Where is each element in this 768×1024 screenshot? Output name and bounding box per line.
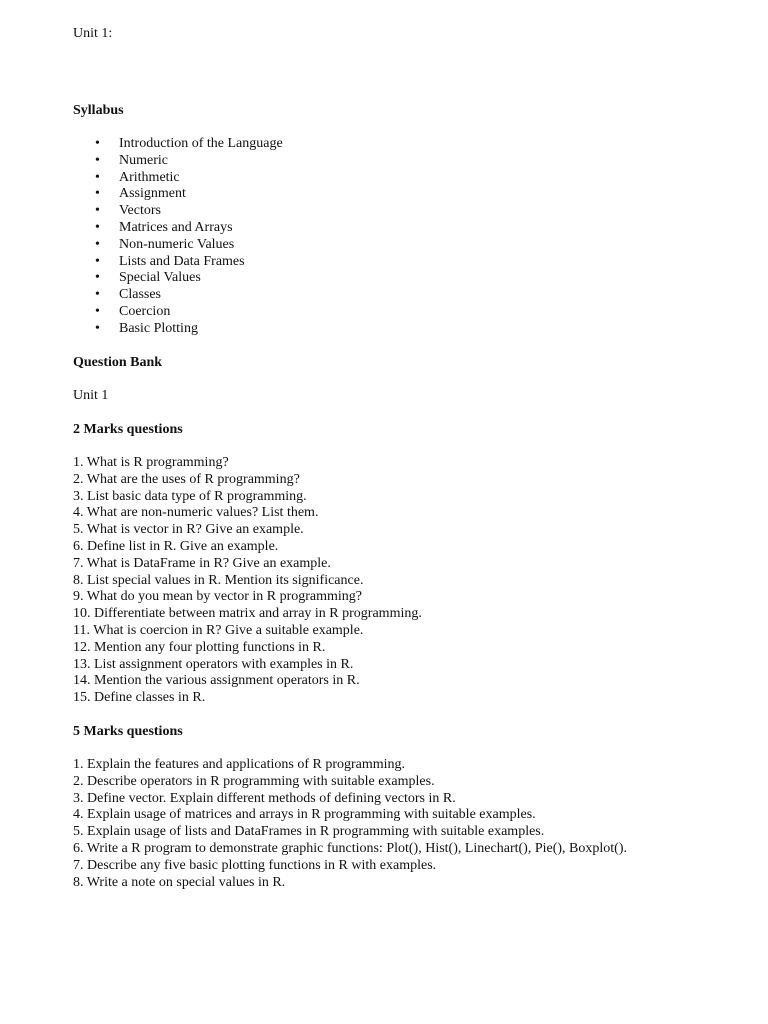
- question-item: 5. Explain usage of lists and DataFrames in R programming with suitable examples.: [73, 824, 545, 840]
- question-item: 7. Describe any five basic plotting functions in R with examples.: [73, 857, 437, 873]
- syllabus-item: • Basic Plotting: [95, 320, 198, 336]
- syllabus-item: • Coercion: [95, 303, 171, 319]
- question-item: 15. Define classes in R.: [73, 690, 206, 706]
- question-item: 6. Write a R program to demonstrate graphic functions: Plot(), Hist(), Linechart(), Pie(), Boxplot().: [73, 840, 627, 856]
- syllabus-heading: Syllabus: [73, 103, 124, 118]
- question-item: 1. What is R programming?: [73, 455, 229, 470]
- question-bank-unit: Unit 1: [73, 388, 109, 403]
- bullet-icon: •: [95, 253, 100, 269]
- syllabus-list: [73, 136, 283, 338]
- question-item: 8. List special values in R. Mention its significance.: [73, 572, 364, 588]
- syllabus-item: • Non-numeric Values: [95, 236, 235, 252]
- question-item: 10. Differentiate between matrix and array in R programming.: [73, 606, 422, 622]
- syllabus-item: • Vectors: [95, 203, 161, 219]
- bullet-icon: •: [95, 236, 100, 252]
- question-item: 4. What are non-numeric values? List them.: [73, 505, 319, 521]
- bullet-icon: •: [95, 320, 100, 336]
- bullet-icon: •: [95, 136, 100, 151]
- syllabus-item: • Classes: [95, 287, 161, 303]
- question-item: 5. What is vector in R? Give an example.: [73, 522, 304, 538]
- question-item: 1. Explain the features and applications of R programming.: [73, 757, 406, 772]
- syllabus-item: • Matrices and Arrays: [95, 219, 233, 235]
- syllabus-item: • Introduction of the Language: [95, 136, 283, 151]
- question-item: 12. Mention any four plotting functions in R.: [73, 639, 326, 655]
- bullet-icon: •: [95, 219, 100, 235]
- question-item: 8. Write a note on special values in R.: [73, 874, 286, 890]
- question-item: 2. Describe operators in R programming with suitable examples.: [73, 773, 435, 789]
- question-item: 2. What are the uses of R programming?: [73, 471, 300, 487]
- bullet-icon: •: [95, 287, 100, 303]
- question-item: 4. Explain usage of matrices and arrays in R programming with suitable examples.: [73, 807, 536, 823]
- bullet-icon: •: [95, 270, 100, 286]
- question-item: 7. What is DataFrame in R? Give an example.: [73, 555, 331, 571]
- question-item: 3. List basic data type of R programming.: [73, 488, 307, 504]
- question-item: 14. Mention the various assignment operators in R.: [73, 673, 360, 689]
- question-item: 11. What is coercion in R? Give a suitable example.: [73, 622, 364, 638]
- bullet-icon: •: [95, 152, 100, 168]
- question-item: 6. Define list in R. Give an example.: [73, 538, 279, 554]
- syllabus-item: • Assignment: [95, 186, 186, 202]
- five-marks-heading: 5 Marks questions: [73, 724, 183, 739]
- bullet-icon: •: [95, 303, 100, 319]
- bullet-icon: •: [95, 186, 100, 202]
- question-item: 3. Define vector. Explain different methods of defining vectors in R.: [73, 790, 456, 806]
- syllabus-item: • Special Values: [95, 270, 201, 286]
- bullet-icon: •: [95, 169, 100, 185]
- syllabus-item: • Numeric: [95, 152, 168, 168]
- two-marks-question-list: [73, 455, 422, 707]
- syllabus-item: • Lists and Data Frames: [95, 253, 245, 269]
- five-marks-question-list: [73, 757, 627, 891]
- syllabus-item: • Arithmetic: [95, 169, 180, 185]
- question-bank-heading: Question Bank: [73, 355, 163, 370]
- question-item: 13. List assignment operators with examples in R.: [73, 656, 354, 672]
- two-marks-heading: 2 Marks questions: [73, 422, 183, 437]
- question-item: 9. What do you mean by vector in R programming?: [73, 589, 363, 605]
- unit-heading: Unit 1:: [73, 26, 113, 41]
- bullet-icon: •: [95, 203, 100, 219]
